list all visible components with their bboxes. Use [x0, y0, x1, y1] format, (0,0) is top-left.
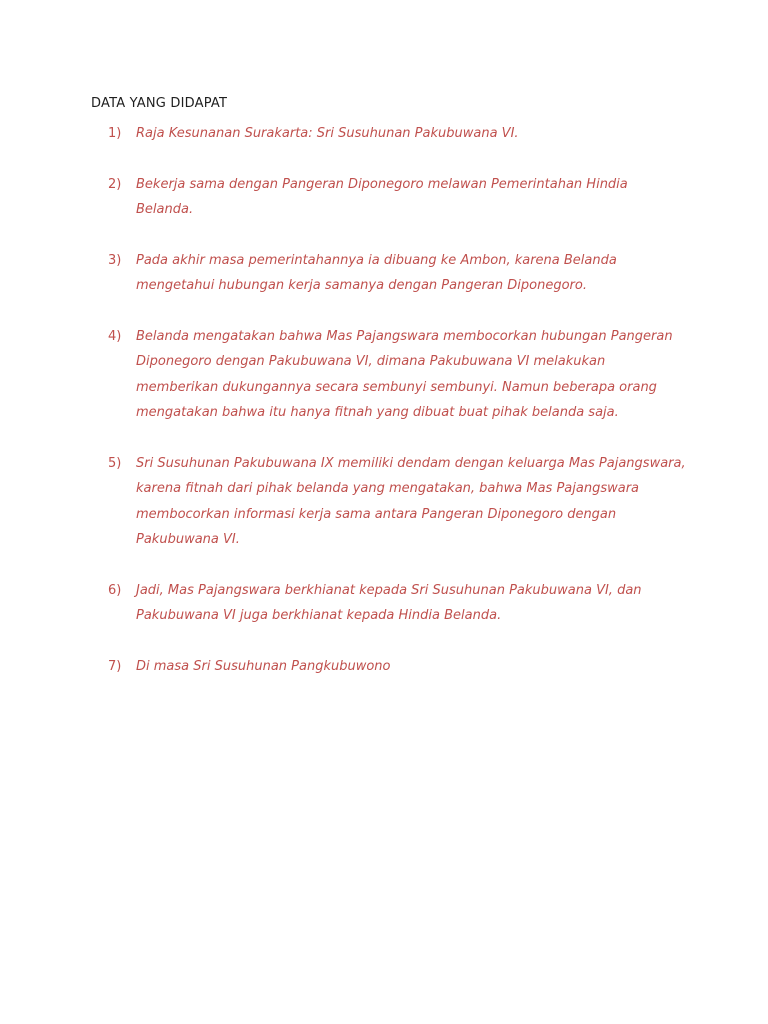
- list-item-5: [108, 451, 688, 553]
- list-item-6: [108, 578, 688, 629]
- item-number: 6): [108, 582, 122, 598]
- list-item-3: [108, 248, 688, 299]
- list-item-1: [108, 121, 688, 147]
- item-text: Pada akhir masa pemerintahannya ia dibuang ke Ambon, karena Belanda mengetahui hubungan kerja samanya dengan Pangeran Diponegoro.: [136, 252, 617, 293]
- data-list: [108, 121, 688, 704]
- item-number: 4): [108, 328, 122, 344]
- item-number: 5): [108, 455, 122, 471]
- document-heading: DATA YANG DIDAPAT: [91, 96, 228, 111]
- item-text: Jadi, Mas Pajangswara berkhianat kepada Sri Susuhunan Pakubuwana VI, dan Pakubuwana VI juga berkhianat kepada Hindia Belanda.: [136, 582, 642, 623]
- item-text: Belanda mengatakan bahwa Mas Pajangswara membocorkan hubungan Pangeran Diponegoro dengan Pakubuwana VI, dimana Pakubuwana VI melakukan memberikan dukungannya secara sembunyi sembunyi. Namun beberapa orang mengatakan bahwa itu hanya fitnah yang dibuat buat pihak belanda saja.: [136, 328, 673, 420]
- list-item-4: [108, 324, 688, 426]
- list-item-7: [108, 654, 688, 680]
- item-number: 1): [108, 126, 122, 141]
- item-text: Di masa Sri Susuhunan Pangkubuwono: [136, 658, 391, 674]
- item-text: Sri Susuhunan Pakubuwana IX memiliki dendam dengan keluarga Mas Pajangswara, karena fitnah dari pihak belanda yang mengatakan, bahwa Mas Pajangswara membocorkan informasi kerja sama antara Pangeran Diponegoro dengan Pakubuwana VI.: [136, 455, 686, 547]
- item-number: 2): [108, 176, 122, 192]
- item-text: Raja Kesunanan Surakarta: Sri Susuhunan Pakubuwana VI.: [136, 126, 519, 141]
- list-item-2: [108, 172, 688, 223]
- item-text: Bekerja sama dengan Pangeran Diponegoro melawan Pemerintahan Hindia Belanda.: [136, 176, 628, 217]
- item-number: 3): [108, 252, 122, 268]
- item-number: 7): [108, 658, 122, 674]
